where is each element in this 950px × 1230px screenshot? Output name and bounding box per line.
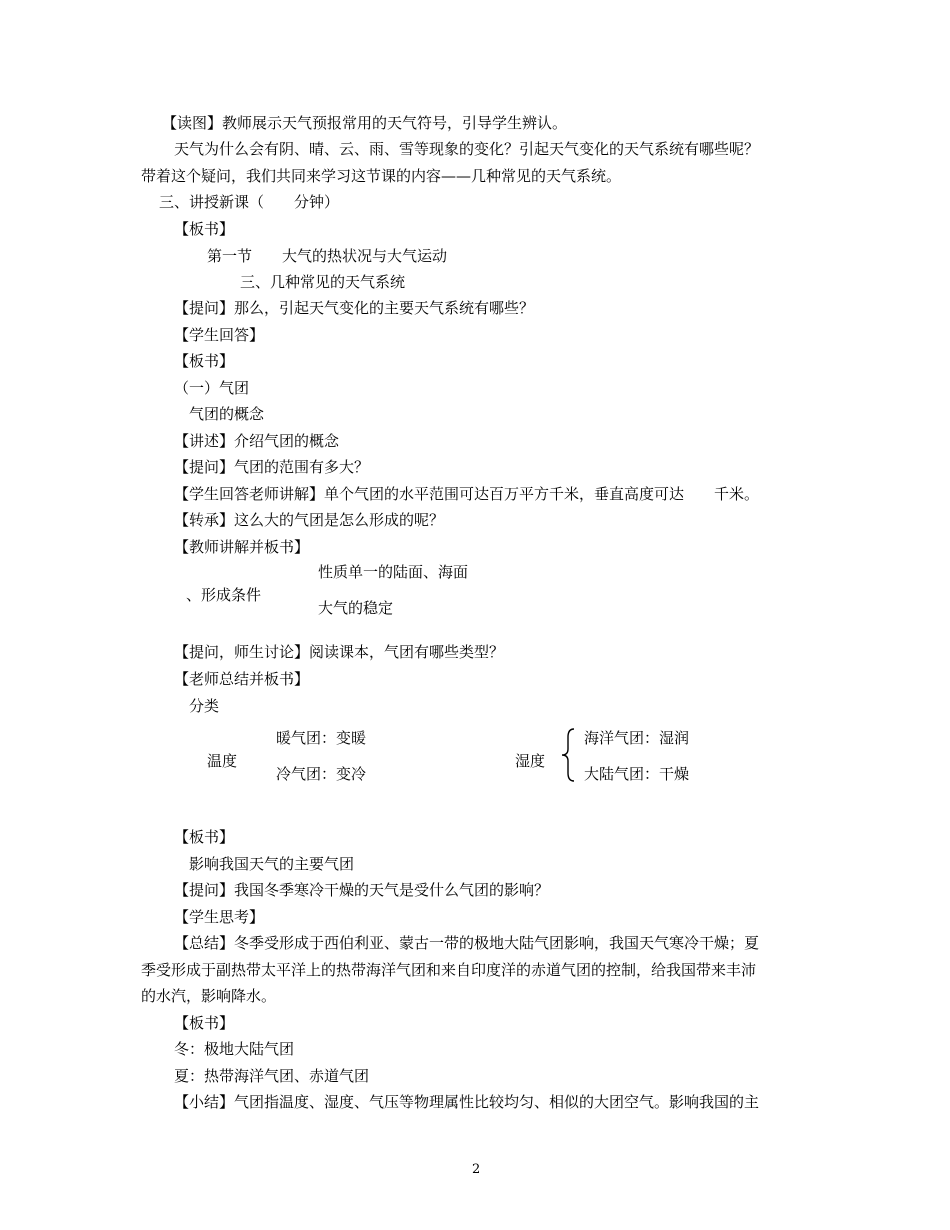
teacher-explain-label: 【教师讲解并板书】 (174, 538, 310, 556)
question-intro-line-2: 带着这个疑问，我们共同来学习这节课的内容——几种常见的天气系统。 (141, 167, 622, 185)
subheading-air-mass: （一）气团 (174, 379, 250, 397)
question-line: 【提问】那么，引起天气变化的主要天气系统有哪些？ (174, 299, 535, 317)
student-think-label: 【学生思考】 (174, 908, 265, 926)
cold-air-mass: 冷气团：变冷 (276, 765, 367, 783)
summer-air-mass: 夏：热带海洋气团、赤道气团 (174, 1067, 370, 1085)
student-answer-label: 【学生回答】 (174, 326, 265, 344)
summary-line-2: 季受形成于副热带太平洋上的热带海洋气团和来自印度洋的赤道气团的控制，给我国带来丰沛 (141, 961, 757, 979)
ocean-air-mass: 海洋气团：湿润 (584, 729, 690, 747)
continental-air-mass: 大陆气团：干燥 (584, 765, 690, 783)
discussion-line: 【提问，师生讨论】阅读课本，气团有哪些类型？ (174, 643, 505, 661)
summary-line-3: 的水汽，影响降水。 (141, 987, 277, 1005)
formation-condition-label: 、形成条件 (186, 586, 262, 604)
board-label: 【板书】 (174, 220, 235, 238)
question-range-line: 【提问】气团的范围有多大？ (174, 458, 370, 476)
classification-label: 分类 (189, 697, 220, 715)
humidity-label: 湿度 (515, 752, 546, 770)
winter-question-line: 【提问】我国冬季寒冷干燥的天气是受什么气团的影响？ (174, 881, 550, 899)
warm-air-mass: 暖气团：变暖 (276, 729, 367, 747)
humidity-brace (560, 727, 578, 783)
reading-map-line: 【读图】教师展示天气预报常用的天气符号，引导学生辨认。 (162, 114, 568, 132)
section-heading: 三、讲授新课（ 分钟） (159, 193, 340, 211)
conclusion-line: 【小结】气团指温度、湿度、气压等物理属性比较均匀、相似的大团空气。影响我国的主 (174, 1093, 760, 1111)
board-label: 【板书】 (174, 828, 235, 846)
main-air-masses-heading: 影响我国天气的主要气团 (189, 855, 355, 873)
condition-stable: 大气的稳定 (318, 599, 394, 617)
transition-line: 【转承】这么大的气团是怎么形成的呢？ (174, 511, 445, 529)
chapter-title: 第一节 大气的热状况与大气运动 (207, 247, 448, 265)
air-mass-concept: 气团的概念 (189, 405, 265, 423)
question-intro-line-1: 天气为什么会有阴、晴、云、雨、雪等现象的变化？引起天气变化的天气系统有哪些呢？ (174, 140, 760, 158)
lesson-title: 三、几种常见的天气系统 (240, 273, 406, 291)
summary-line-1: 【总结】冬季受形成于西伯利亚、蒙古一带的极地大陆气团影响，我国天气寒冷干燥；夏 (174, 934, 760, 952)
summary-board-label: 【老师总结并板书】 (174, 670, 310, 688)
winter-air-mass: 冬：极地大陆气团 (174, 1040, 295, 1058)
board-label: 【板书】 (174, 1014, 235, 1032)
board-label: 【板书】 (174, 352, 235, 370)
lecture-line: 【讲述】介绍气团的概念 (174, 432, 340, 450)
answer-range-line: 【学生回答老师讲解】单个气团的水平范围可达百万平方千米，垂直高度可达 千米。 (174, 485, 760, 503)
temperature-label: 温度 (207, 752, 238, 770)
condition-surface: 性质单一的陆面、海面 (318, 563, 469, 581)
page-number: 2 (472, 1162, 481, 1177)
